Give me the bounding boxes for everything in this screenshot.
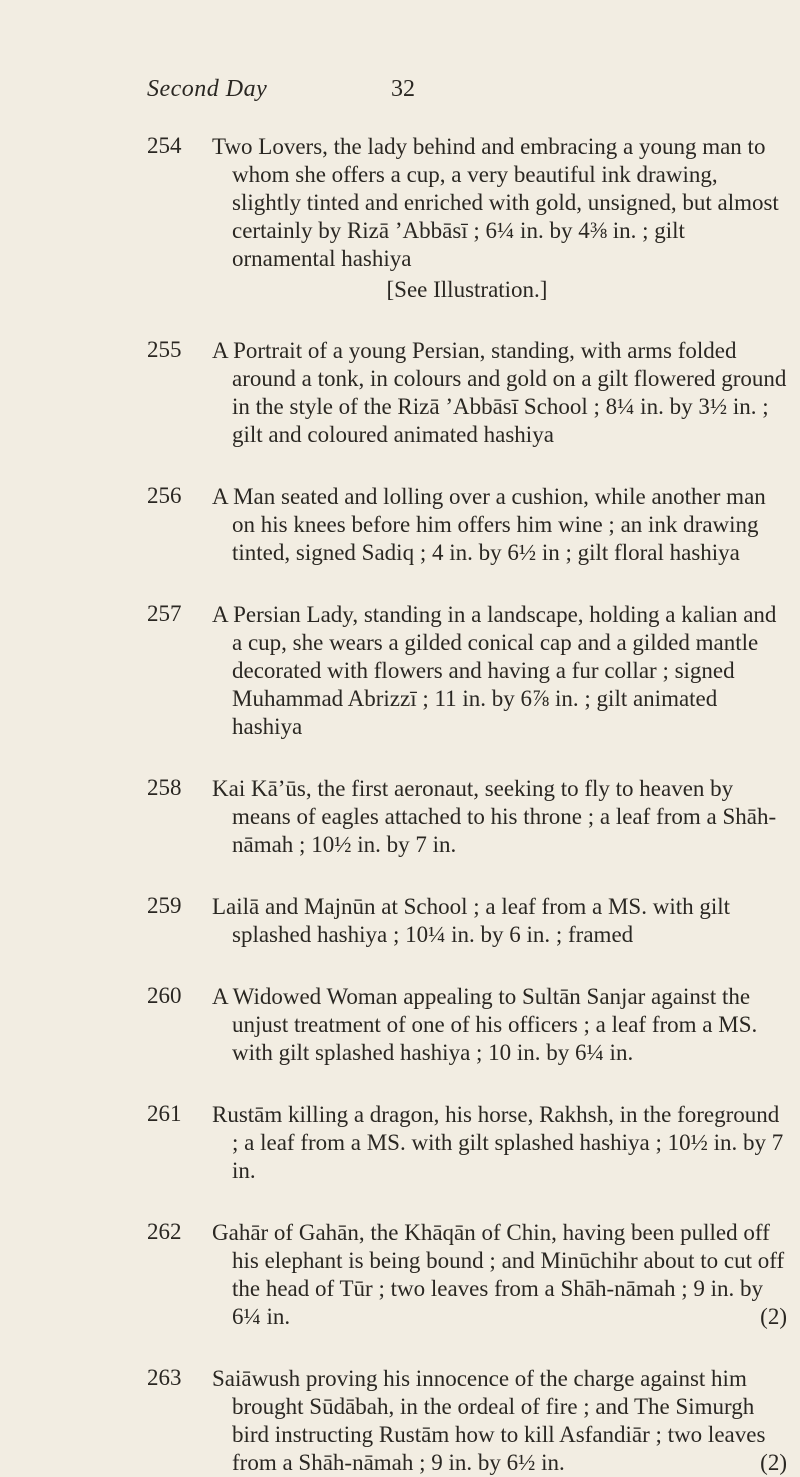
- lot-entry-259: [147, 893, 787, 949]
- lot-entry-254: [147, 133, 787, 303]
- lot-entry-255: [147, 337, 787, 449]
- lot-description: Two Lovers, the lady behind and embracing a young man to whom she offers a cup, a very beautiful ink drawing, slightly tinted and enriched with gold, unsigned, but almost certainly by Rizā ’Abbāsī ; 6¼ in. by 4⅜ in. ; gilt ornamental hashiya: [212, 134, 779, 271]
- lot-description: [212, 1365, 787, 1477]
- lot-number: 258: [147, 775, 182, 800]
- lot-number: 262: [147, 1219, 182, 1244]
- lot-entry-262: [147, 1219, 787, 1331]
- lot-description: A Portrait of a young Persian, standing, with arms folded around a tonk, in colours and gold on a gilt flowered ground in the style of the Rizā ’Abbāsī School ; 8¼ in. by 3½ in. ; gilt and coloured animated hashiya: [212, 338, 787, 447]
- lot-entry-256: [147, 483, 787, 567]
- lot-description: A Persian Lady, standing in a landscape, holding a kalian and a cup, she wears a gilded conical cap and a gilded mantle decorated with flowers and having a fur collar ; signed Muhammad Abrizzī ; 11 in. by 6⅞ in. ; gilt animated hashiya: [212, 602, 777, 739]
- lot-number: 255: [147, 337, 182, 362]
- lot-description: [212, 1219, 787, 1331]
- lot-entry-258: [147, 775, 787, 859]
- lot-description-text: Saiāwush proving his innocence of the charge against him brought Sūdābah, in the ordeal of fire ; and The Simurgh bird instructing Rustām how to kill Asfandiār ; two leaves from a Shāh-nāmah ; 9 in. by 6½ in.: [212, 1366, 766, 1475]
- lot-number: 263: [147, 1365, 182, 1390]
- lot-entry-261: [147, 1101, 787, 1185]
- lot-description: A Man seated and lolling over a cushion, while another man on his knees before him offers him wine ; an ink drawing tinted, signed Sadiq ; 4 in. by 6½ in ; gilt floral hashiya: [212, 484, 766, 565]
- lot-entry-260: [147, 983, 787, 1067]
- item-count: (2): [760, 1450, 787, 1475]
- lot-description: Kai Kā’ūs, the first aeronaut, seeking to fly to heaven by means of eagles attached to his throne ; a leaf from a Shāh-nāmah ; 10½ in. by 7 in.: [212, 776, 777, 857]
- running-head: Second Day: [147, 76, 268, 102]
- lot-entry-257: [147, 601, 787, 741]
- page-number: 32: [391, 76, 415, 102]
- lot-number: 260: [147, 983, 182, 1008]
- lot-description: Rustām killing a dragon, his horse, Rakhsh, in the foreground ; a leaf from a MS. with gilt splashed hashiya ; 10½ in. by 7 in.: [212, 1102, 784, 1183]
- lot-description: A Widowed Woman appealing to Sultān Sanjar against the unjust treatment of one of his officers ; a leaf from a MS. with gilt splashed hashiya ; 10 in. by 6¼ in.: [212, 984, 758, 1065]
- item-count: (2): [760, 1304, 787, 1329]
- lot-list: [147, 133, 787, 1477]
- lot-number: 259: [147, 893, 182, 918]
- lot-number: 257: [147, 601, 182, 626]
- lot-description: Lailā and Majnūn at School ; a leaf from a MS. with gilt splashed hashiya ; 10¼ in. by 6 in. ; framed: [212, 894, 731, 947]
- illustration-note: [See Illustration.]: [386, 277, 548, 302]
- lot-entry-263: [147, 1365, 787, 1477]
- lot-number: 256: [147, 483, 182, 508]
- lot-number: 261: [147, 1101, 182, 1126]
- lot-description-text: Gahār of Gahān, the Khāqān of Chin, having been pulled off his elephant is being bound ; and Minūchihr about to cut off the head of Tūr ; two leaves from a Shāh-nāmah ; 9 in. by 6¼ in.: [212, 1220, 785, 1329]
- lot-number: 254: [147, 133, 182, 158]
- page-header: [147, 70, 607, 110]
